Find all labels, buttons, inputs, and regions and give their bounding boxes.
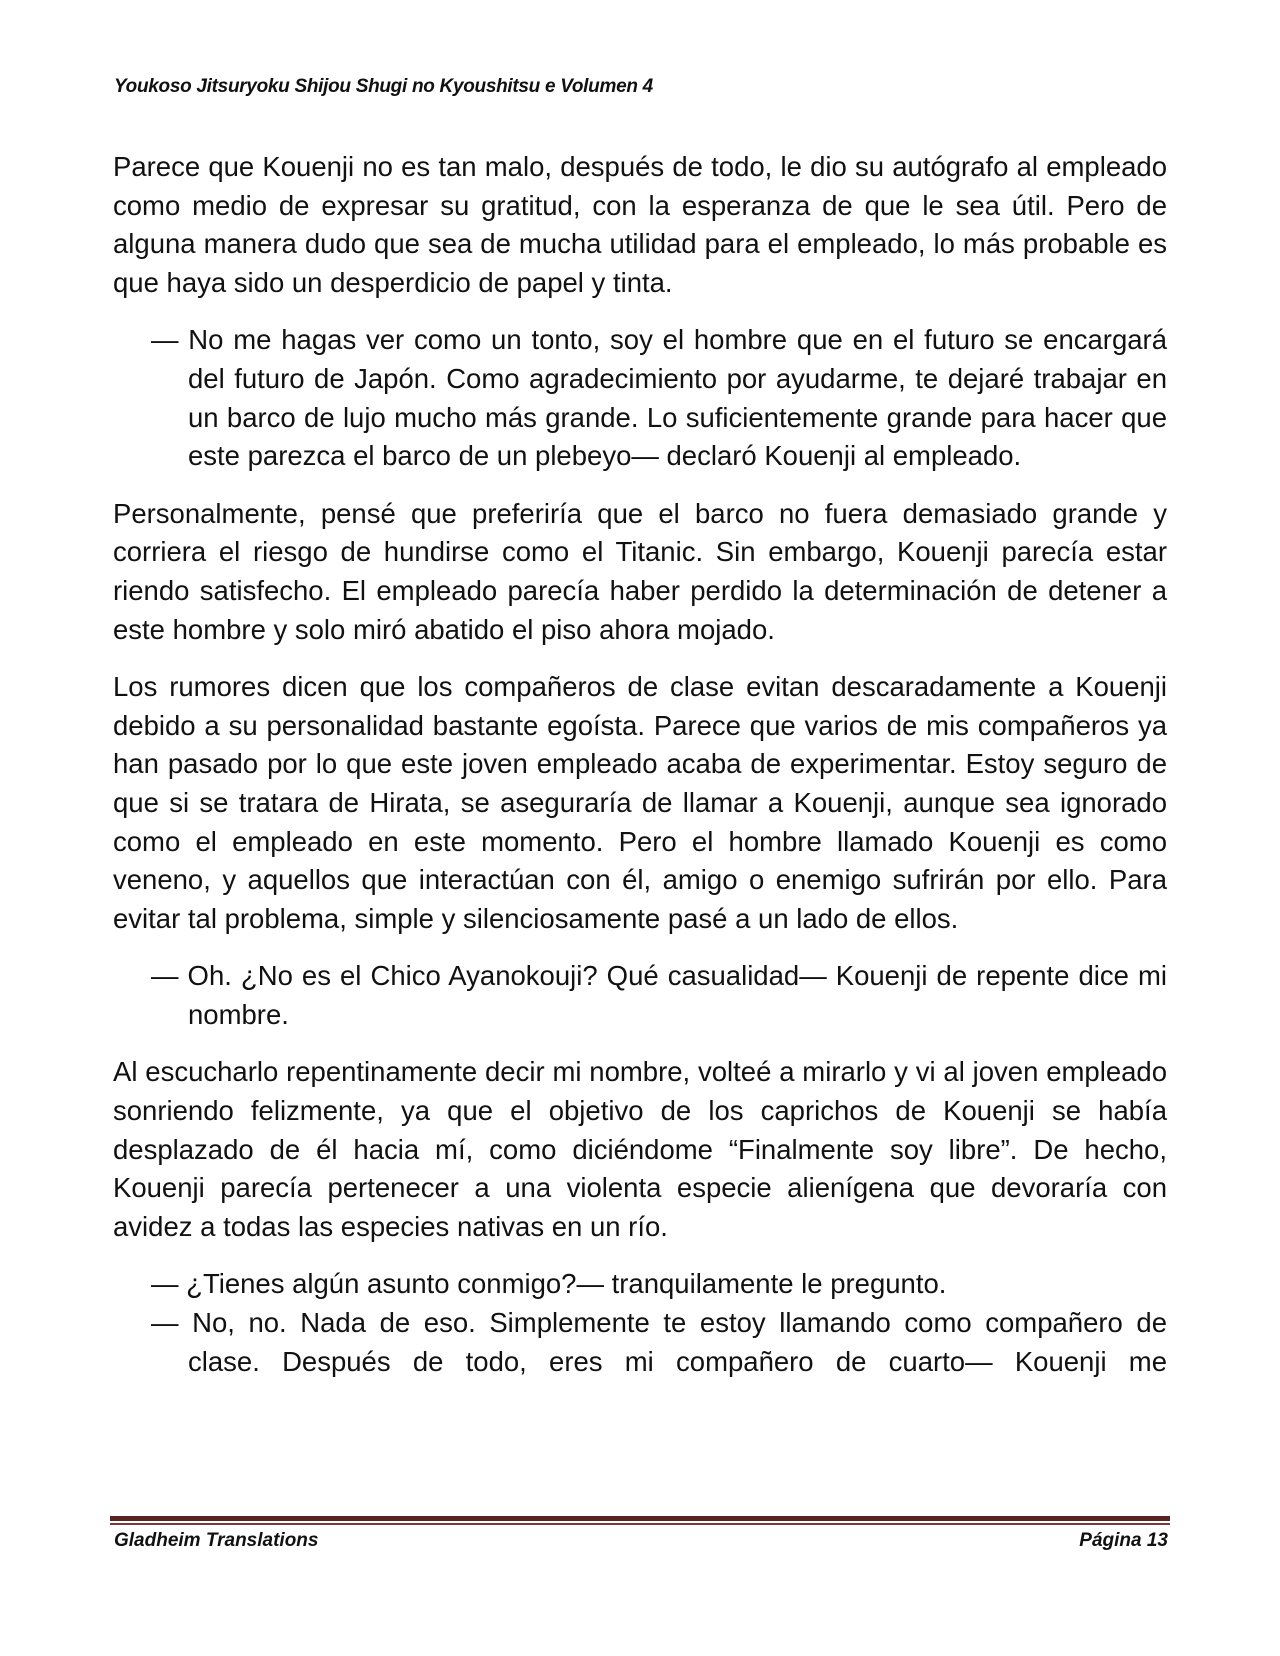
page-number: Página 13 — [1079, 1530, 1168, 1551]
dialogue-line: — No, no. Nada de eso. Simplemente te estoy llamando como compañero de clase. Después de todo, eres mi compañero de cuarto— Kouenji me — [151, 1307, 1167, 1377]
footer-rule-thin — [110, 1523, 1170, 1525]
footer-credit: Gladheim Translations — [114, 1530, 319, 1551]
paragraph: Personalmente, pensé que preferiría que el barco no fuera demasiado grande y corriera el riesgo de hundirse como el Titanic. Sin embargo, Kouenji parecía estar riendo satisfecho. El empleado parecía haber perdido la determinación de detener a este hombre y solo miró abatido el piso ahora mojado. — [113, 497, 1167, 645]
running-header: Youkoso Jitsuryoku Shijou Shugi no Kyoushitsu e Volumen 4 — [114, 76, 653, 97]
dialogue-line: — No me hagas ver como un tonto, soy el hombre que en el futuro se encargará del futuro de Japón. Como agradecimiento por ayudarme, te dejaré trabajar en un barco de lujo mucho más grande. Lo suficientemente grande para hacer que este parezca el barco de un plebeyo— declaró Kouenji al empleado. — [151, 324, 1167, 472]
paragraph: Parece que Kouenji no es tan malo, después de todo, le dio su autógrafo al empleado como medio de expresar su gratitud, con la esperanza de que le sea útil. Pero de alguna manera dudo que sea de mucha utilidad para el empleado, lo más probable es que haya sido un desperdicio de papel y tinta. — [113, 151, 1167, 298]
page-body — [113, 148, 1167, 1400]
paragraph: Al escucharlo repentinamente decir mi nombre, volteé a mirarlo y vi al joven empleado sonriendo felizmente, ya que el objetivo de los caprichos de Kouenji se había desplazado de él hacia mí, como diciéndome “Finalmente soy libre”. De hecho, Kouenji parecía pertenecer a una violenta especie alienígena que devoraría con avidez a todas las especies nativas en un río. — [113, 1056, 1167, 1242]
paragraph: Los rumores dicen que los compañeros de clase evitan descaradamente a Kouenji debido a su personalidad bastante egoísta. Parece que varios de mis compañeros ya han pasado por lo que este joven empleado acaba de experimentar. Estoy seguro de que si se tratara de Hirata, se aseguraría de llamar a Kouenji, aunque sea ignorado como el empleado en este momento. Pero el hombre llamado Kouenji es como veneno, y aquellos que interactúan con él, amigo o enemigo sufrirán por ello. Para evitar tal problema, simple y silenciosamente pasé a un lado de ellos. — [113, 671, 1167, 934]
dialogue-line: — Oh. ¿No es el Chico Ayanokouji? Qué casualidad— Kouenji de repente dice mi nombre. — [151, 960, 1167, 1030]
footer-rule — [110, 1516, 1170, 1521]
dialogue-line: — ¿Tienes algún asunto conmigo?— tranquilamente le pregunto. — [151, 1268, 947, 1300]
